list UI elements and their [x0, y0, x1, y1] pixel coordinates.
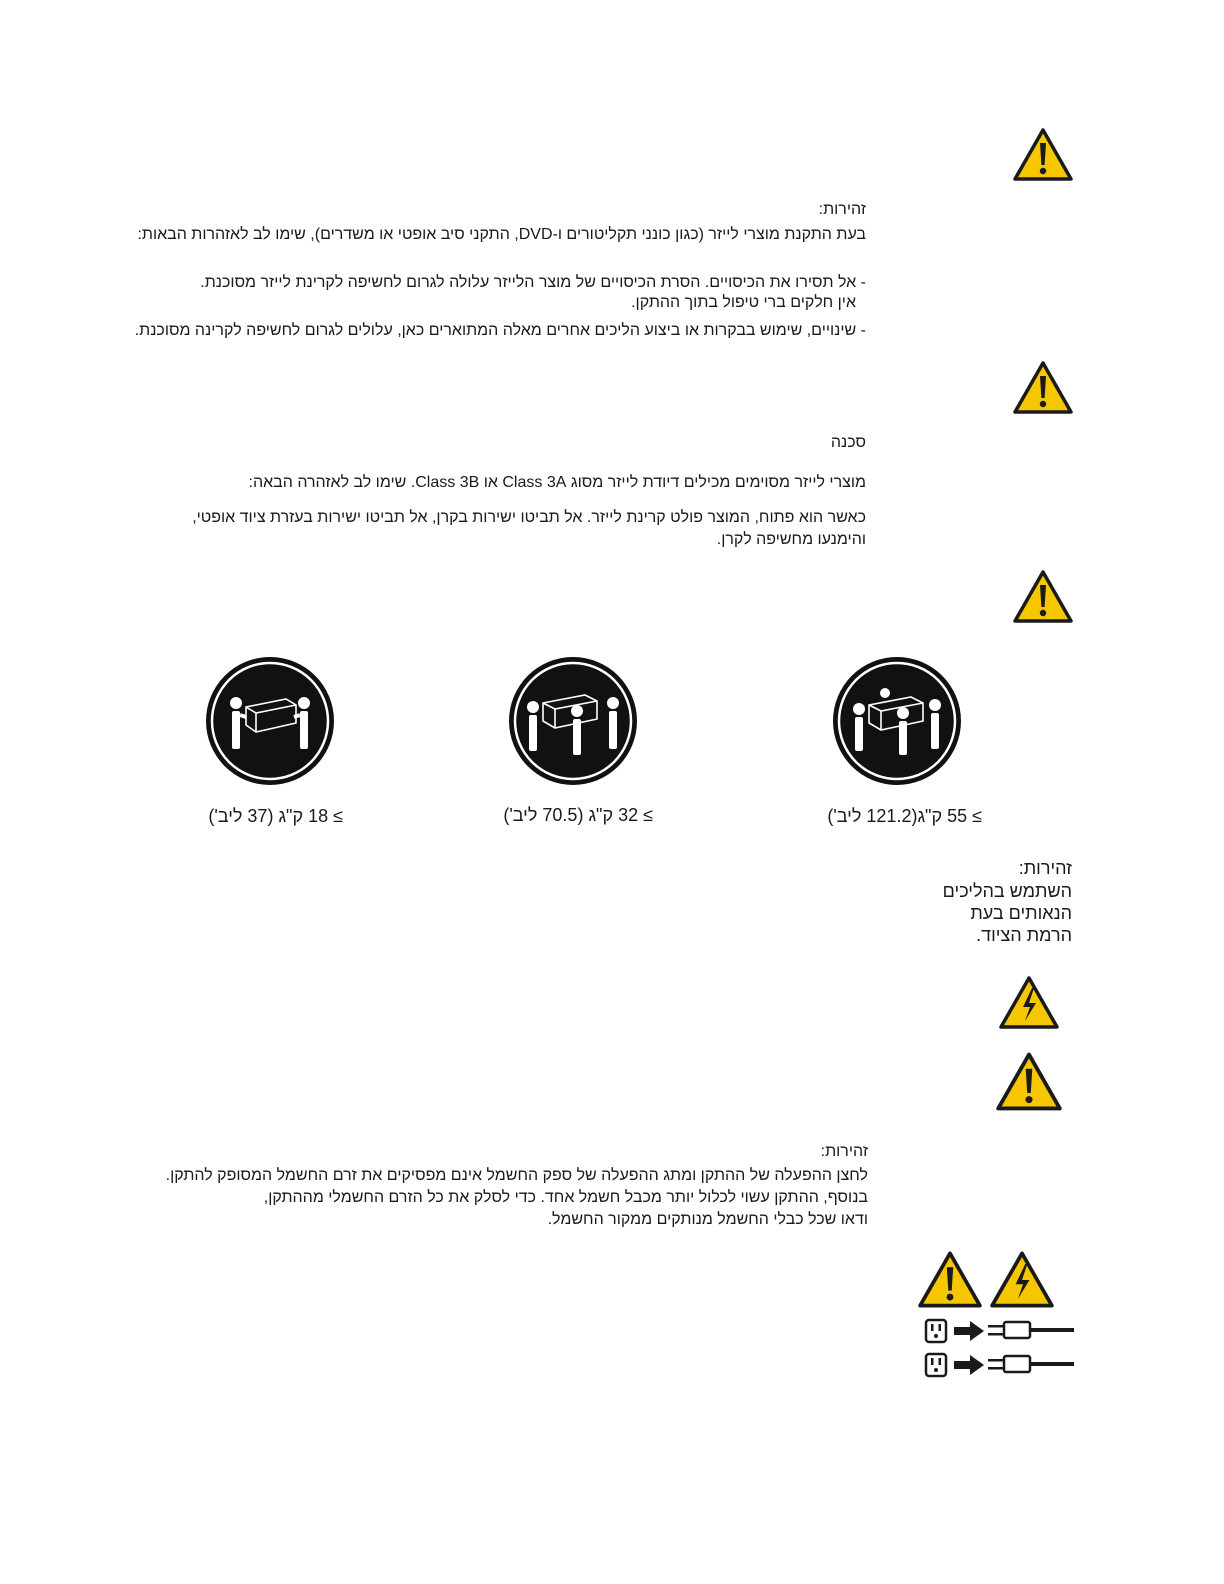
lift-caution-line-1: השתמש בהליכים	[942, 881, 1072, 901]
caution-triangle-icon	[996, 1052, 1062, 1112]
laser-intro-text: בעת התקנת מוצרי לייזר (כגון כונני תקליטורים ו-DVD, התקני סיב אופטי או משדרים), שימו לב לאזהרות הבאות:	[137, 226, 866, 243]
lift-caution-line-3: הרמת הציוד.	[976, 925, 1072, 945]
laser-bullet-1: - אל תסירו את הכיסויים. הסרת הכיסויים של מוצר הלייזר עלולה לגרום לחשיפה לקרינת לייזר מסוכנת.	[200, 274, 866, 291]
power-caution-line-2: בנוסף, ההתקן עשוי לכלול יותר מכבל חשמל אחד. כדי לסלק את כל הזרם החשמלי מההתקן,	[263, 1189, 868, 1206]
electrical-hazard-icon	[999, 975, 1059, 1031]
caution-heading: זהירות:	[818, 201, 866, 218]
arrow-right-icon	[954, 1321, 984, 1341]
four-person-lift-icon	[831, 655, 963, 787]
lift-caution-line-2: הנאותים בעת	[970, 903, 1072, 923]
laser-bullet-1-continued: אין חלקים ברי טיפול בתוך ההתקן.	[631, 294, 856, 311]
danger-heading: סכנה	[830, 434, 866, 451]
lift-caution-heading: זהירות:	[1018, 858, 1072, 878]
weight-label-four-person: ≥ 55 ק"ג(121.2 ליב')	[827, 806, 982, 826]
power-plug-icon	[988, 1322, 1074, 1338]
laser-class-text: מוצרי לייזר מסוימים מכילים דיודת לייזר מסוג Class 3A או Class 3B. שימו לב לאזהרה הבאה:	[248, 474, 866, 491]
caution-triangle-icon	[918, 1250, 982, 1310]
laser-beam-warning-line-2: והימנעו מחשיפה לקרן.	[716, 531, 866, 548]
caution-triangle-icon	[1013, 361, 1073, 415]
laser-bullet-2: - שינויים, שימוש בבקרות או ביצוע הליכים אחרים מאלה המתוארים כאן, עלולים לגרום לחשיפה לקרינה מסוכנת.	[134, 322, 866, 339]
power-caution-line-1: לחצן ההפעלה של ההתקן ומתג ההפעלה של ספק החשמל אינם מפסיקים את זרם החשמל המסופק להתקן.	[165, 1167, 868, 1184]
power-plug-icon	[988, 1356, 1074, 1372]
arrow-right-icon	[954, 1355, 984, 1375]
power-caution-line-3: ודאו שכל כבלי החשמל מנותקים ממקור החשמל.	[547, 1211, 868, 1228]
power-outlet-icon	[926, 1320, 946, 1342]
power-outlet-icon	[926, 1354, 946, 1376]
caution-triangle-icon	[1013, 570, 1073, 624]
weight-label-three-person: ≥ 32 ק"ג (70.5 ליב')	[503, 805, 653, 825]
electrical-hazard-icon	[990, 1250, 1054, 1310]
weight-label-two-person: ≥ 18 ק"ג (37 ליב')	[208, 806, 343, 826]
disconnect-all-power-cords-icon	[920, 1316, 1076, 1382]
three-person-lift-icon	[507, 655, 639, 787]
power-caution-heading: זהירות:	[820, 1143, 868, 1160]
laser-beam-warning-line-1: כאשר הוא פתוח, המוצר פולט קרינת לייזר. אל תביטו ישירות בקרן, אל תביטו ישירות בעזרת ציוד אופטי,	[192, 509, 866, 526]
caution-triangle-icon	[1013, 128, 1073, 182]
two-person-lift-icon	[204, 655, 336, 787]
